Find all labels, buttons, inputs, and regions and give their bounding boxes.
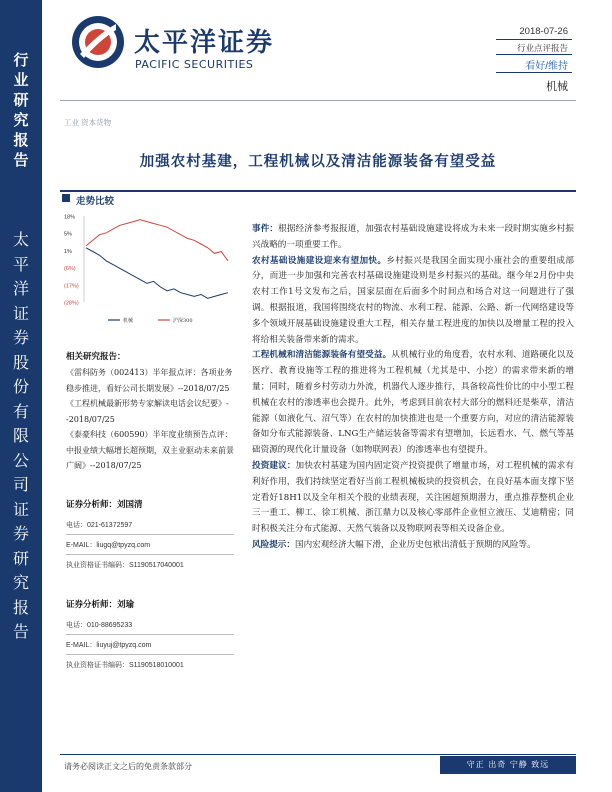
- analyst-block: [66, 598, 236, 673]
- y-tick-label: (28%): [64, 300, 79, 307]
- legend-label: 沪深300: [173, 318, 193, 324]
- y-tick-label: 18%: [64, 214, 76, 221]
- divider: [66, 654, 234, 655]
- y-tick-label: 5%: [64, 231, 72, 238]
- divider: [66, 634, 234, 635]
- paragraph-label: 风险提示：: [252, 539, 295, 550]
- header-divider: [496, 72, 572, 73]
- paragraph-infrastructure: [252, 254, 574, 349]
- logo-english-name: PACIFIC SECURITIES: [135, 58, 254, 71]
- header-rule: [60, 100, 576, 101]
- analyst-phone: 电话：021-61372597: [66, 522, 133, 529]
- paragraph-label: 投资建议：: [252, 460, 296, 471]
- rating: 看好/维持: [525, 61, 568, 72]
- y-tick-label: (6%): [64, 266, 76, 273]
- sidebar-category: 行 业 研 究 报 告: [13, 51, 29, 169]
- header-divider: [496, 39, 572, 40]
- sidebar: [0, 0, 42, 792]
- paragraph-text: 加快农村基建为国内固定资产投资提供了增量市场，对工程机械的需求有利好作用，我们持续坚定看好当前工程机械板块的投资机会，在良好基本面支撑下坚定看好18H1以及全年相关个股的业绩表现，关注困超预期潜力，重点推荐整机企业三一重工、柳工、徐工机械、浙江鼎力以及核心零部件企业恒立液压、艾迪精密；同时积极关注分布式能源、天然气装备以及物联网表等相关设备企业。: [252, 460, 574, 535]
- pacific-logo-icon: [70, 14, 126, 70]
- related-heading: 相关研究报告：: [66, 352, 126, 362]
- paragraph-text: 国内宏观经济大幅下滑，企业历史包袱出清低于预期的风险等。: [294, 539, 536, 550]
- series-line: [86, 220, 228, 261]
- y-tick-label: 1%: [64, 248, 72, 255]
- legend-label: 机械: [123, 318, 134, 324]
- analyst-name: 证券分析师：刘国清: [66, 500, 143, 510]
- sector: 机械: [546, 81, 568, 93]
- related-list: [66, 365, 234, 474]
- trend-chart: [62, 210, 234, 332]
- footer-motto: 守正 出奇 宁静 致远: [440, 756, 576, 774]
- series-line: [86, 248, 228, 298]
- paragraph-text: 乡村振兴是我国全面实现小康社会的重要组成部分，而进一步加强和完善农村基础设施建设则是乡村振兴的基础。继今年2月份中央农村工作1号文发布之后，国家层面在后面多个时间点和场合对这一问题进行了强调。根据报道，我国将围绕农村的物流、水利工程、能源、公路、新一代网络建设等多个领域开展基础设施建设重大工程，相关存量工程进度的加快以及增量工程的投入将给相关装备带来新的需求。: [252, 255, 574, 345]
- paragraph-text: 根据经济参考报报道，加强农村基础设施建设将成为未来一段时期实施乡村振兴战略的一项重要工作。: [252, 224, 574, 250]
- related-item[interactable]: 《工程机械最新形势专家解读电话会议纪要》--2018/07/25: [66, 399, 229, 424]
- divider: [66, 554, 234, 555]
- section-rule: [60, 190, 576, 192]
- breadcrumb: 工业 资本货物: [64, 118, 112, 127]
- related-item[interactable]: 《泰豪科技（600590）半年度业绩预告点评：中报业绩大幅增长超预期，双主业驱动未来前景广阔》--2018/07/25: [66, 430, 234, 470]
- logo-chinese-name: 太平洋证券: [134, 28, 275, 58]
- sidebar-company: 太 平 洋 证 券 股 份 有 限 公 司 证 券 研 究 报 告: [12, 230, 29, 641]
- page-title: 加强农村基建，工程机械以及清洁能源装备有望受益: [139, 153, 497, 170]
- report-body: [252, 222, 574, 554]
- y-tick-label: (17%): [64, 283, 79, 290]
- paragraph-investment: [252, 459, 574, 538]
- paragraph-text: 从机械行业的角度看，农村水利、道路硬化以及医疗、教育设施等工程的推进将为工程机械（尤其是中、小挖）的需求带来新的增量；同时，随着乡村劳动力外流，机器代人逐步推行，具备较高性价比的中小型工程机械在农村的渗透率也会提升。此外，考虑到目前农村大部分的燃料还是柴草，清洁能源（如液化气、沼气等）在农村的加快推进也是一个重要方向，对应的清洁能源装备如分布式能源装备、LNG生产储运装备等需求有望增加，长远看水、气、燃气等基础资源的现代化计量设备（如物联网表）的渗透率也有望提升。: [252, 350, 574, 456]
- paragraph-event: [252, 222, 574, 254]
- analyst-email[interactable]: E-MAIL：liugq@tpyzq.com: [66, 542, 151, 549]
- related-item[interactable]: 《雷科防务（002413）半年报点评：各项业务稳步推进，看好公司长期发展》--2018/07/25: [66, 368, 233, 393]
- analyst-block: [66, 498, 236, 573]
- paragraph-label: 工程机械和清洁能源装备有望受益。: [252, 350, 392, 361]
- analyst-email[interactable]: E-MAIL：liuyuj@tpyzq.com: [66, 642, 152, 649]
- footer-rule: [60, 754, 576, 755]
- analyst-phone: 电话：010-88695233: [66, 622, 133, 629]
- paragraph-risk: [252, 538, 574, 554]
- footer-disclaimer: 请务必阅读正文之后的免责条款部分: [64, 762, 192, 771]
- paragraph-label: 农村基础设施建设迎来有望加快。: [252, 255, 387, 266]
- header-divider: [496, 54, 572, 55]
- analyst-license: 执业资格证书编码：S1190518010001: [66, 662, 184, 669]
- paragraph-label: 事件：: [252, 224, 279, 234]
- analyst-license: 执业资格证书编码：S1190517040001: [66, 562, 184, 569]
- analyst-name: 证券分析师：刘瑜: [66, 600, 135, 610]
- report-type: 行业点评报告: [516, 43, 568, 53]
- square-bullet-icon: [62, 194, 70, 202]
- paragraph-beneficiaries: [252, 348, 574, 459]
- trend-heading: 走势比较: [76, 196, 115, 207]
- report-date: 2018-07-26: [519, 26, 568, 37]
- divider: [66, 534, 234, 535]
